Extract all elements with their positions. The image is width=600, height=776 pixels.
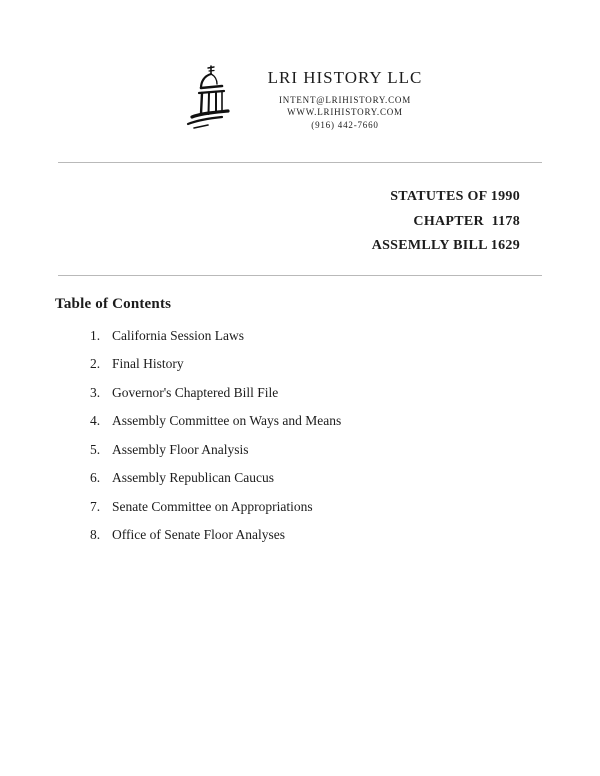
statutes-line: STATUTES OF 1990 xyxy=(390,189,520,204)
company-email: INTENT@LRIHISTORY.COM xyxy=(278,95,411,106)
capitol-sketch-icon xyxy=(178,62,240,136)
toc-item: California Session Laws xyxy=(112,327,244,343)
letterhead xyxy=(0,0,600,136)
company-website: WWW.LRIHISTORY.COM xyxy=(287,107,403,118)
toc-heading: Table of Contents xyxy=(55,295,172,312)
assembly-bill-line: ASSEMLLY BILL 1629 xyxy=(371,238,520,253)
statute-block xyxy=(0,163,600,259)
toc-item: Assembly Floor Analysis xyxy=(112,441,249,457)
company-block xyxy=(268,67,423,130)
divider-bottom xyxy=(58,275,542,276)
toc-item: Office of Senate Floor Analyses xyxy=(112,527,285,543)
company-phone: (916) 442-7660 xyxy=(311,119,379,130)
toc-item: Senate Committee on Appropriations xyxy=(112,498,313,514)
toc-item: Governor's Chaptered Bill File xyxy=(112,384,279,400)
toc-item: Assembly Committee on Ways and Means xyxy=(112,413,342,429)
toc-item: Final History xyxy=(112,356,184,372)
toc-list xyxy=(90,327,600,544)
toc-item: Assembly Republican Caucus xyxy=(112,470,274,486)
chapter-line: CHAPTER 1178 xyxy=(413,213,520,229)
company-name: LRI HISTORY LLC xyxy=(267,68,423,88)
